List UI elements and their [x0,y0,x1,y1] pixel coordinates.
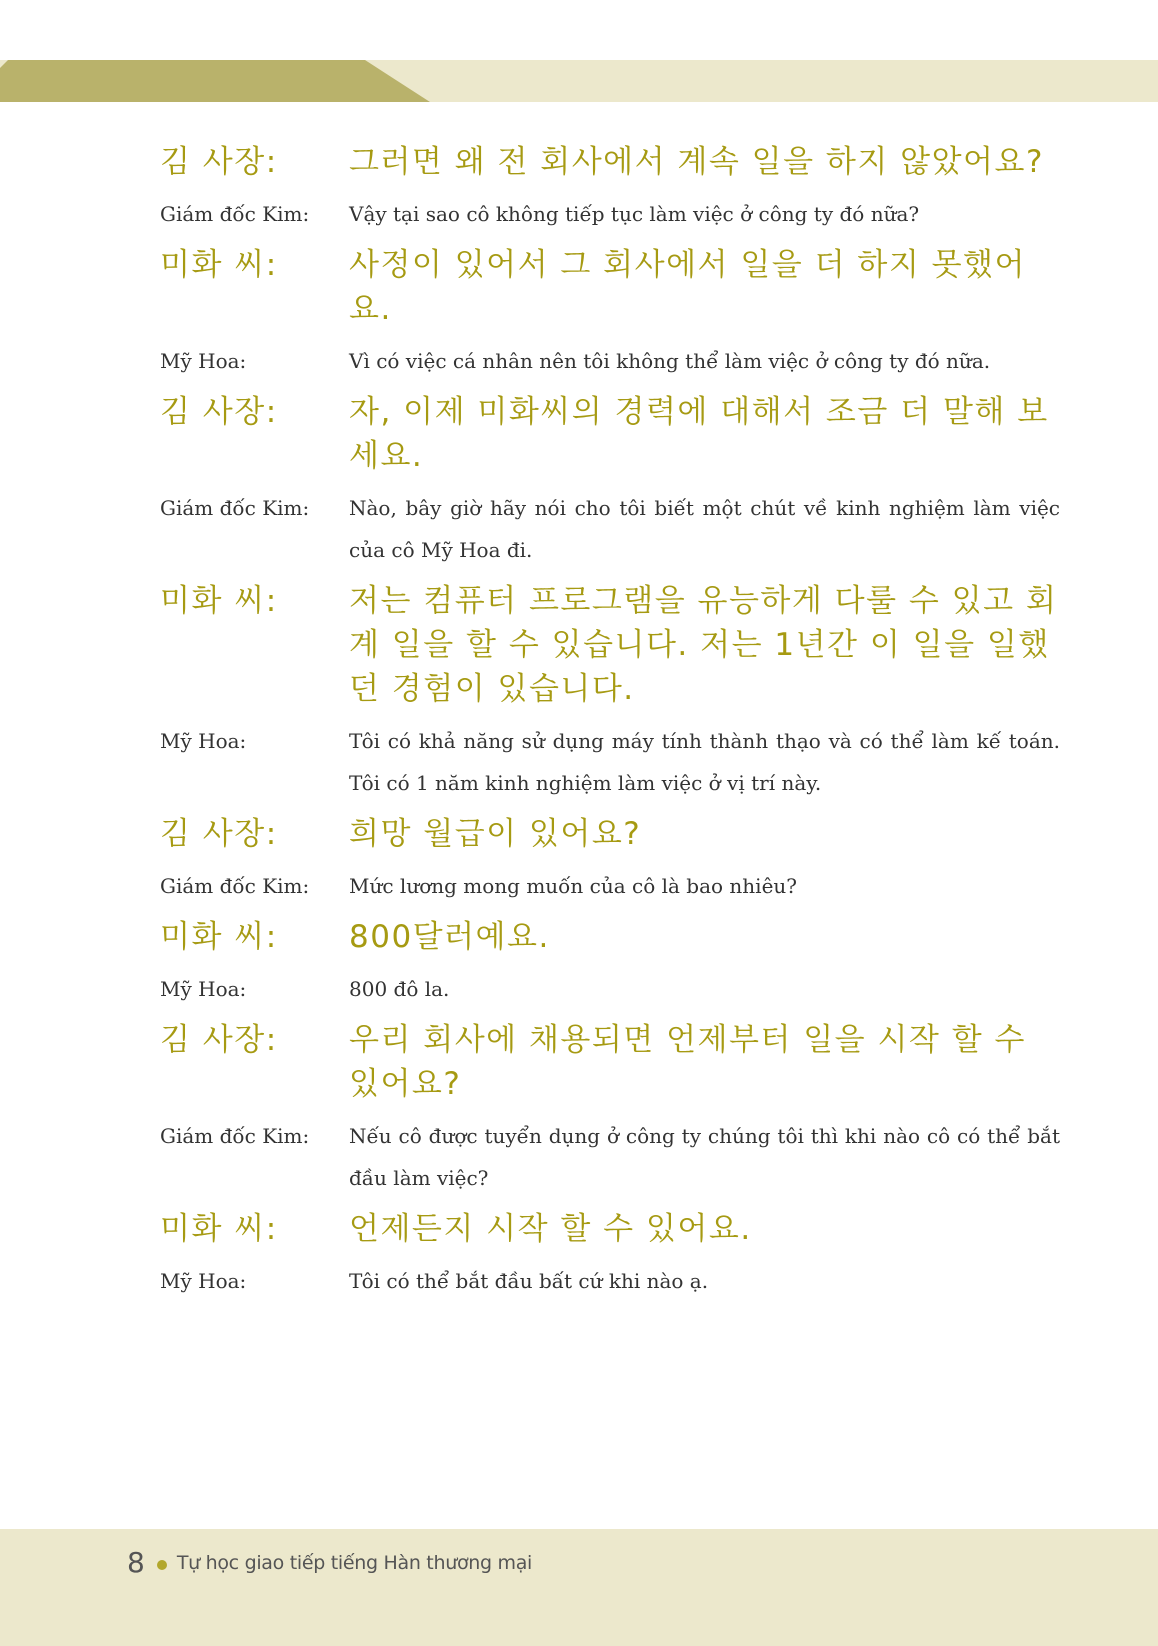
dialogue-line-korean [160,243,1060,331]
dialogue-text: 사정이 있어서 그 회사에서 일을 더 하지 못했어요. [349,247,1026,327]
dialogue-text: 언제든지 시작 할 수 있어요. [349,1211,752,1247]
dialogue-line-vietnamese [160,720,1060,804]
page-footer [127,1546,532,1579]
dialogue-text: Vì có việc cá nhân nên tôi không thể làm việc ở công ty đó nữa. [349,349,991,373]
book-title: Tự học giao tiếp tiếng Hàn thương mại [176,1551,533,1574]
dialogue-line-vietnamese [160,1260,1060,1302]
dialogue-text: Mức lương mong muốn của cô là bao nhiêu? [349,874,798,898]
dialogue-line-korean [160,915,1060,959]
dialogue-text: Nếu cô được tuyển dụng ở công ty chúng tôi thì khi nào cô có thể bắt đầu làm việc? [349,1124,1060,1190]
dialogue-text: 800 đô la. [349,977,450,1001]
speaker-label: Giám đốc Kim: [160,1124,310,1148]
speaker-label: Mỹ Hoa: [160,1269,247,1293]
speaker-label: 미화 씨: [160,247,278,283]
dialogue-line-vietnamese [160,1115,1060,1199]
speaker-label: 김 사장: [160,394,278,430]
dialogue-line-korean [160,579,1060,711]
dialogue-line-korean [160,140,1060,184]
speaker-label: 미화 씨: [160,583,278,619]
speaker-label: Giám đốc Kim: [160,496,310,520]
speaker-label: 김 사장: [160,1022,278,1058]
header-accent-tab [0,60,430,102]
dialogue-text: 저는 컴퓨터 프로그램을 유능하게 다룰 수 있고 회계 일을 할 수 있습니다. 저는 1년간 이 일을 일했던 경험이 있습니다. [349,583,1058,707]
speaker-label: Giám đốc Kim: [160,202,310,226]
dialogue-text: 희망 월급이 있어요? [349,816,642,852]
dialogue-text: 800달러예요. [349,919,550,955]
dialogue-text: 우리 회사에 채용되면 언제부터 일을 시작 할 수 있어요? [349,1022,1026,1102]
dialogue-text: Nào, bây giờ hãy nói cho tôi biết một chút về kinh nghiệm làm việc của cô Mỹ Hoa đi. [349,496,1060,562]
page-number: 8 [127,1546,145,1579]
dialogue-line-korean [160,1018,1060,1106]
speaker-label: Mỹ Hoa: [160,729,247,753]
dialogue [160,140,1060,1302]
speaker-label: Mỹ Hoa: [160,349,247,373]
speaker-label: Giám đốc Kim: [160,874,310,898]
dialogue-text: 그러면 왜 전 회사에서 계속 일을 하지 않았어요? [349,144,1044,180]
dialogue-line-korean [160,390,1060,478]
dialogue-text: Vậy tại sao cô không tiếp tục làm việc ở công ty đó nữa? [349,202,920,226]
speaker-label: 미화 씨: [160,1211,278,1247]
dialogue-line-korean [160,812,1060,856]
dialogue-text: 자, 이제 미화씨의 경력에 대해서 조금 더 말해 보세요. [349,394,1049,474]
dialogue-line-vietnamese [160,340,1060,382]
speaker-label: Mỹ Hoa: [160,977,247,1001]
speaker-label: 김 사장: [160,816,278,852]
dialogue-line-vietnamese [160,487,1060,571]
bullet-dot-icon [157,1560,167,1570]
dialogue-text: Tôi có thể bắt đầu bất cứ khi nào ạ. [349,1269,709,1293]
dialogue-line-korean [160,1207,1060,1251]
speaker-label: 김 사장: [160,144,278,180]
speaker-label: 미화 씨: [160,919,278,955]
dialogue-line-vietnamese [160,193,1060,235]
dialogue-line-vietnamese [160,865,1060,907]
dialogue-text: Tôi có khả năng sử dụng máy tính thành thạo và có thể làm kế toán. Tôi có 1 năm kinh nghiệm làm việc ở vị trí này. [349,729,1060,795]
dialogue-line-vietnamese [160,968,1060,1010]
